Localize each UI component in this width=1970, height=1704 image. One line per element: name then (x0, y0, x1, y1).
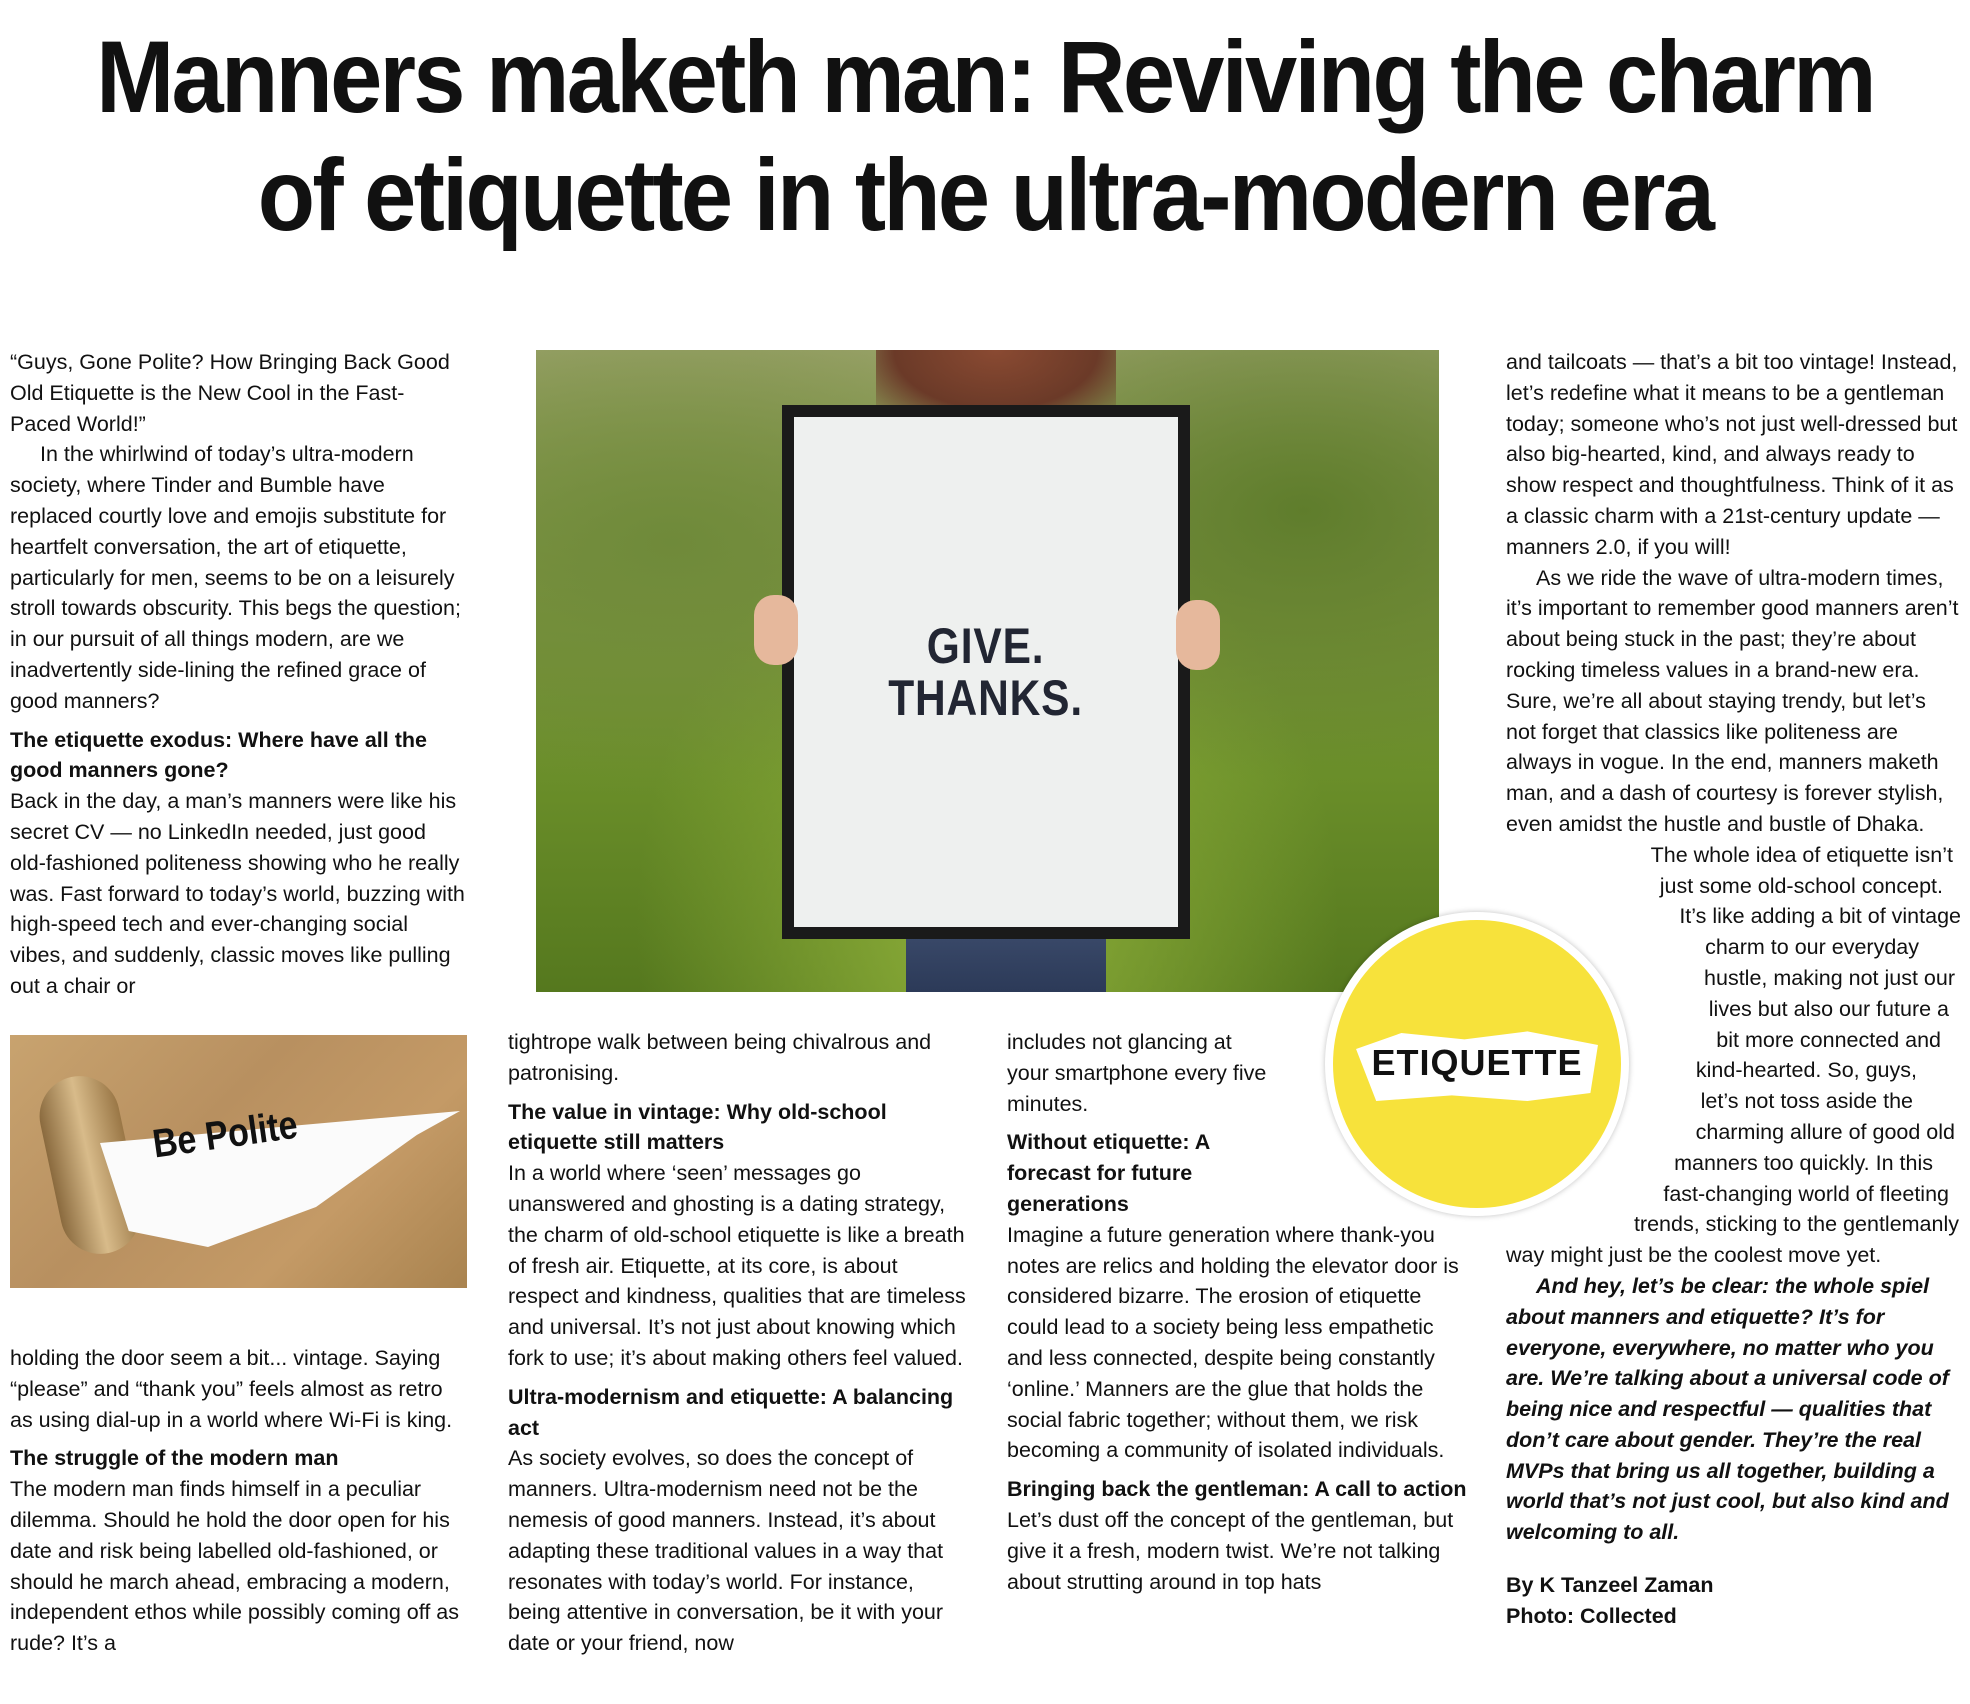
paragraph: In a world where ‘seen’ messages go unanswered and ghosting is a dating strategy, the charm of old-school etiquette is like a breath of fresh air. Etiquette, at its core, is about respect and kindness, qualities that are timeless and universal. It’s not just about knowing which fork to use; it’s about making others feel valued. (508, 1161, 966, 1370)
column-2 (508, 1027, 968, 1659)
column-1-bottom (10, 1343, 465, 1659)
wrap-line: kind-hearted. So, guys, (1695, 1058, 1917, 1083)
headline-line-1: Manners maketh man: Reviving the charm (96, 20, 1874, 134)
subheading: Ultra-modernism and etiquette: A balancing act (508, 1384, 954, 1440)
paragraph: includes not glancing at your smartphone every five minutes. (1007, 1030, 1267, 1116)
right-hand (1176, 600, 1220, 670)
byline: By K Tanzeel Zaman (1506, 1573, 1714, 1598)
wrap-line: charming allure of good old (1695, 1119, 1955, 1144)
wrap-line: just some old-school concept. (1659, 873, 1943, 898)
wrap-line: manners too quickly. In this (1674, 1150, 1933, 1175)
wrap-line: The whole idea of etiquette isn’t (1650, 842, 1953, 867)
left-hand (754, 595, 798, 665)
wrap-line: let’s not toss aside the (1700, 1089, 1913, 1114)
wrap-line: hustle, making not just our (1704, 965, 1955, 990)
headline-line-2: of etiquette in the ultra-modern era (257, 138, 1713, 252)
poster-text: GIVE. THANKS. (888, 618, 1084, 726)
main-photo (536, 350, 1439, 992)
wrap-line: fast-changing world of fleeting (1663, 1181, 1949, 1206)
poster-frame (782, 405, 1190, 939)
subheading: The value in vintage: Why old-school etiquette still matters (508, 1099, 887, 1155)
photo-credit: Photo: Collected (1506, 1603, 1677, 1628)
wrap-line: way might just be the coolest move yet. (1506, 1243, 1882, 1268)
be-polite-text: Be Polite (150, 1102, 301, 1167)
poster (794, 417, 1178, 927)
closing-paragraph: And hey, let’s be clear: the whole spiel about manners and etiquette? It’s for everyone, everywhere, no matter who you are. We’re talking about a universal code of being nice and respectful — qualities that don’t care about gender. They’re the real MVPs that bring us all together, building a world that’s not just cool, but also kind and welcoming to all. (1506, 1273, 1949, 1545)
subheading: Without etiquette: A forecast for future generations (1007, 1130, 1210, 1216)
headline (79, 18, 1891, 254)
etiquette-text: ETIQUETTE (1371, 1042, 1583, 1083)
intro-quote: “Guys, Gone Polite? How Bringing Back Good Old Etiquette is the New Cool in the Fast-Paced World!” (10, 350, 450, 436)
paragraph: Let’s dust off the concept of the gentleman, but give it a fresh, modern twist. We’re not talking about strutting around in top hats (1007, 1507, 1454, 1594)
column-4 (1506, 347, 1961, 1632)
column-1-top (10, 347, 465, 1002)
paragraph: The modern man finds himself in a peculiar dilemma. Should he hold the door open for his date and risk being labelled old-fashioned, or should he march ahead, embracing a modern, independent ethos while possibly coming off as rude? It’s a (10, 1477, 460, 1656)
paragraph: tightrope walk between being chivalrous and patronising. (508, 1030, 932, 1085)
paragraph: In the whirlwind of today’s ultra-modern society, where Tinder and Bumble have replaced courtly love and emojis substitute for heartfelt conversation, the art of etiquette, particularly for men, seems to be on a leisurely stroll towards obscurity. This begs the question; in our pursuit of all things modern, are we inadvertently side-lining the refined grace of good manners? (10, 442, 461, 713)
subheading: The struggle of the modern man (10, 1446, 339, 1471)
paragraph: holding the door seem a bit... vintage. Saying “please” and “thank you” feels almost as retro as using dial-up in a world where Wi-Fi is king. (10, 1346, 453, 1432)
wrap-line: It’s like adding a bit of vintage (1679, 904, 1961, 929)
paragraph: Imagine a future generation where thank-you notes are relics and holding the elevator door is considered bizarre. The erosion of etiquette could lead to a society being less empathetic and less connected, despite being constantly ‘online.’ Manners are the glue that holds the social fabric together; without them, we risk becoming a community of isolated individuals. (1007, 1222, 1459, 1463)
wrap-line: bit more connected and (1716, 1027, 1941, 1052)
wrap-line: trends, sticking to the gentlemanly (1633, 1212, 1959, 1237)
paragraph: Back in the day, a man’s manners were like his secret CV — no LinkedIn needed, just good old-fashioned politeness showing who he really was. Fast forward to today’s world, buzzing with high-speed tech and ever-changing social vibes, and suddenly, classic moves like pulling out a chair or (10, 789, 465, 998)
subheading: Bringing back the gentleman: A call to action (1007, 1477, 1467, 1502)
be-polite-photo (10, 1035, 467, 1288)
paragraph: As we ride the wave of ultra-modern times, it’s important to remember good manners aren’t about being stuck in the past; they’re about rocking timeless values in a brand-new era. Sure, we’re all about staying trendy, but let’s not forget that classics like politeness are always in vogue. In the end, manners maketh man, and a dash of courtesy is forever stylish, even amidst the hustle and bustle of Dhaka. (1506, 565, 1959, 836)
wrap-line: charm to our everyday (1705, 935, 1919, 960)
subheading: The etiquette exodus: Where have all the good manners gone? (10, 727, 427, 783)
wrapped-paragraph (1506, 840, 1961, 1271)
wrap-line: lives but also our future a (1708, 996, 1949, 1021)
paragraph: As society evolves, so does the concept of manners. Ultra-modernism need not be the nemesis of good manners. Instead, it’s about adapting these traditional values in a way that resonates with today’s world. For instance, being attentive in conversation, be it with your date or your friend, now (508, 1446, 944, 1656)
paragraph: and tailcoats — that’s a bit too vintage! Instead, let’s redefine what it means to be a gentleman today; someone who’s not just well-dressed but also big-hearted, kind, and always ready to show respect and thoughtfulness. Think of it as a classic charm with a 21st-century update — manners 2.0, if you will! (1506, 350, 1958, 559)
